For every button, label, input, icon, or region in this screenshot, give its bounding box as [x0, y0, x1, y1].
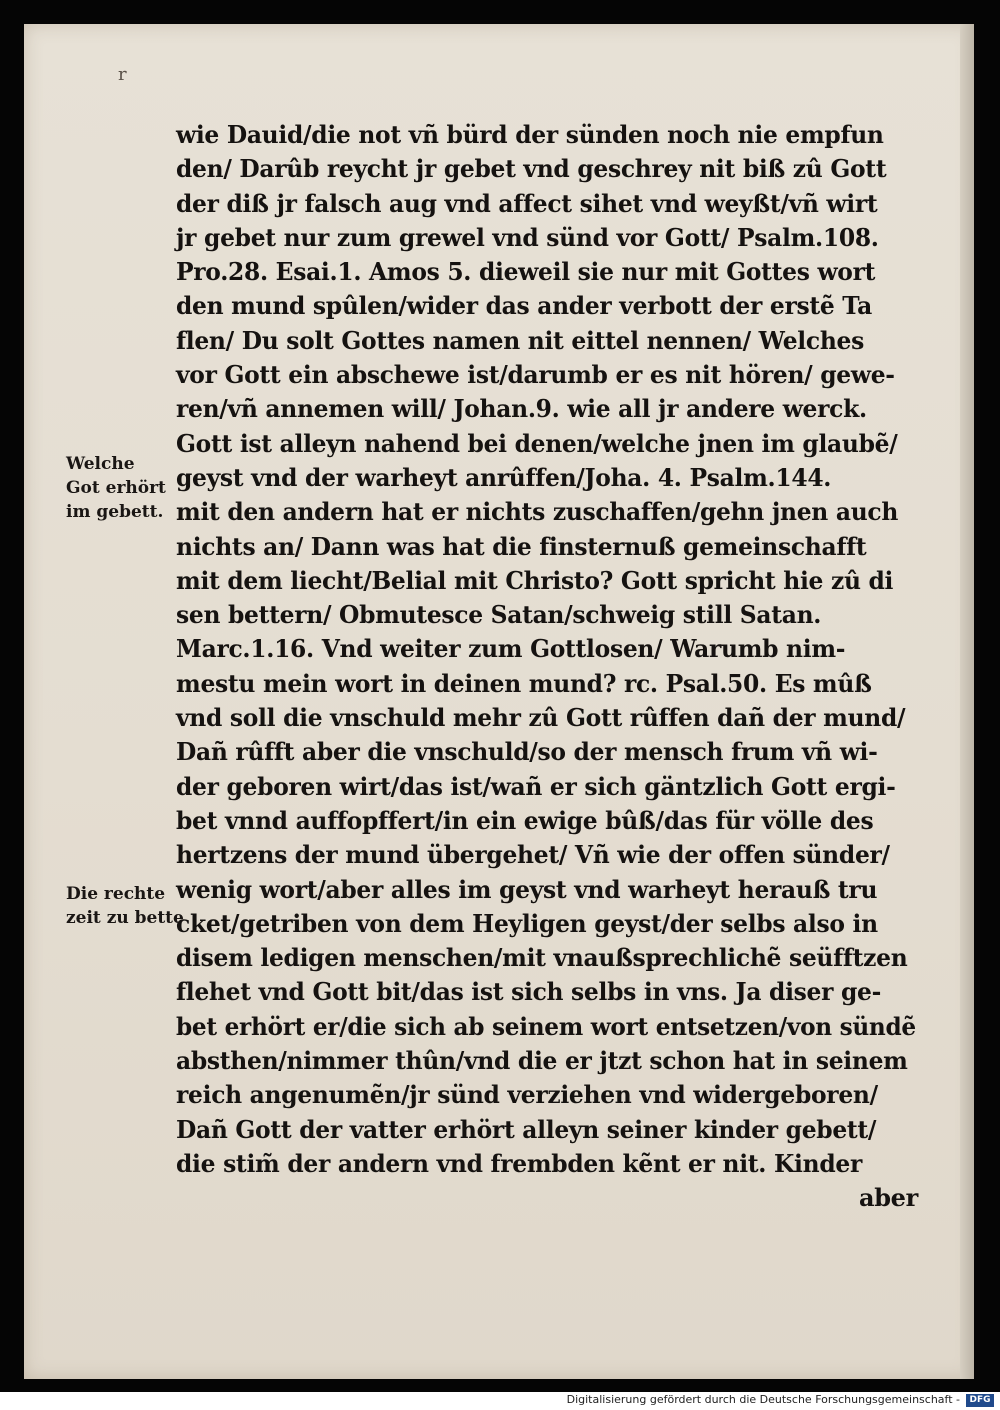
stray-mark: r [118, 64, 127, 85]
footer-bar [0, 1392, 1000, 1410]
marginal-note-line: im gebett. [66, 502, 164, 522]
text-line: bet vnnd auffopffert/in ein ewige bûß/das für völle des [176, 805, 874, 835]
text-line: nichts an/ Dann was hat die finsternuß gemeinschafft [176, 531, 867, 561]
text-line: mit den andern hat er nichts zuschaffen/gehn jnen auch [176, 497, 899, 527]
marginal-note-line: Welche [66, 454, 135, 474]
text-line: Dañ Gott der vatter erhört alleyn seiner kinder gebett/ [176, 1114, 877, 1144]
text-line: flen/ Du solt Gottes namen nit eittel nennen/ Welches [176, 325, 864, 355]
text-line: vnd soll die vnschuld mehr zû Gott rûffen dañ der mund/ [176, 703, 906, 733]
text-line: reich angenumẽn/jr sünd verziehen vnd widergeboren/ [176, 1080, 878, 1110]
text-line: flehet vnd Gott bit/das ist sich selbs in vns. Ja diser ge- [176, 977, 882, 1007]
text-line: den mund spûlen/wider das ander verbott der erstẽ Ta [176, 291, 873, 321]
text-line: Marc.1.16. Vnd weiter zum Gottlosen/ Warumb nim- [176, 634, 846, 664]
text-line: Dañ rûfft aber die vnschuld/so der mensch frum vñ wi- [176, 737, 878, 767]
text-line: wie Dauid/die not vñ bürd der sünden noch nie empfun [176, 120, 884, 149]
text-line: die stim̃ der andern vnd frembden kẽnt er nit. Kinder [176, 1148, 862, 1178]
marginal-note-line: zeit zu bette [66, 908, 184, 928]
text-line: den/ Darûb reycht jr gebet vnd geschrey nit biß zû Gott [176, 154, 887, 184]
dfg-logo: DFG [966, 1394, 994, 1407]
marginal-note-line: Got erhört [66, 478, 166, 498]
text-line: mestu mein wort in deinen mund? rc. Psal.50. Es mûß [176, 668, 872, 698]
text-line: der geboren wirt/das ist/wañ er sich gäntzlich Gott ergi- [176, 771, 896, 801]
footer-credit: Digitalisierung gefördert durch die Deutsche Forschungsgemeinschaft - [566, 1393, 960, 1406]
text-line: mit dem liecht/Belial mit Christo? Gott spricht hie zû di [176, 565, 894, 595]
text-line: bet erhört er/die sich ab seinem wort entsetzen/von sündẽ [176, 1011, 916, 1041]
marginal-note-line: Die rechte [66, 884, 166, 904]
marginal-note-welche-got-erhoert [66, 452, 198, 524]
text-line: ren/vñ annemen will/ Johan.9. wie all jr andere werck. [176, 394, 867, 424]
page-edge [960, 24, 974, 1379]
text-line: geyst vnd der warheyt anrûffen/Joha. 4. Psalm.144. [176, 462, 832, 492]
body-text [176, 118, 936, 1216]
text-line: cket/getriben von dem Heyligen geyst/der selbs also in [176, 908, 878, 938]
text-line: aber [858, 1183, 918, 1213]
text-line: jr gebet nur zum grewel vnd sünd vor Gott/ Psalm.108. [176, 222, 879, 252]
marginal-note-die-rechte-zeit [66, 882, 198, 930]
text-line: hertzens der mund übergehet/ Vñ wie der offen sünder/ [176, 840, 890, 870]
text-line: Gott ist alleyn nahend bei denen/welche jnen im glaubẽ/ [176, 428, 898, 458]
text-line: absthen/nimmer thûn/vnd die er jtzt schon hat in seinem [176, 1046, 908, 1076]
text-line: der diß jr falsch aug vnd affect sihet vnd weyßt/vñ wirt [176, 188, 878, 218]
text-line: sen bettern/ Obmutesce Satan/schweig still Satan. [176, 600, 822, 630]
text-line: Pro.28. Esai.1. Amos 5. dieweil sie nur mit Gottes wort [176, 257, 876, 287]
text-line: disem ledigen menschen/mit vnaußsprechlichẽ seüfftzen [176, 943, 908, 973]
text-line: wenig wort/aber alles im geyst vnd warheyt herauß tru [176, 874, 878, 904]
text-line: vor Gott ein abschewe ist/darumb er es nit hören/ gewe- [176, 360, 895, 390]
